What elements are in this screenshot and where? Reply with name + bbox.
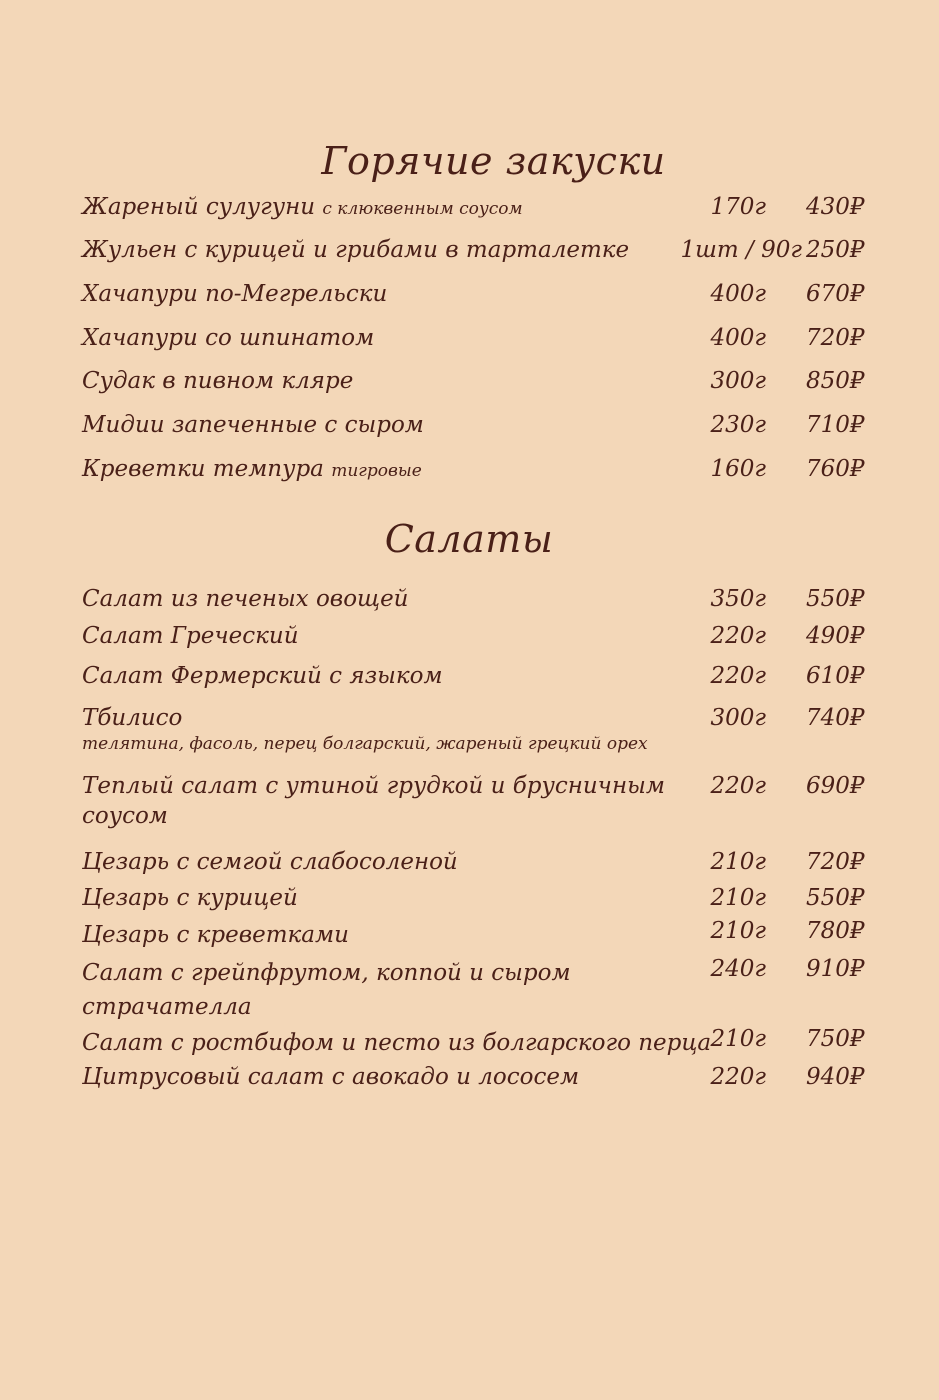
item-price: 910₽ bbox=[806, 956, 865, 982]
item-weight: 350г bbox=[710, 586, 766, 612]
section-title-hot-appetizers: Горячие закуски bbox=[321, 139, 666, 183]
item-price: 670₽ bbox=[806, 281, 865, 307]
item-name: Салат из печеных овощей bbox=[82, 586, 409, 612]
item-price: 430₽ bbox=[806, 194, 865, 220]
menu-item bbox=[82, 192, 882, 224]
section-title-salads: Салаты bbox=[384, 517, 554, 561]
item-price: 720₽ bbox=[806, 325, 865, 351]
item-name: Цитрусовый салат с авокадо и лососем bbox=[82, 1064, 580, 1090]
item-weight: 170г bbox=[710, 194, 766, 220]
item-weight: 210г bbox=[710, 1026, 766, 1052]
item-price: 550₽ bbox=[806, 586, 865, 612]
menu-item bbox=[82, 323, 882, 355]
item-price: 850₽ bbox=[806, 368, 865, 394]
item-price: 760₽ bbox=[806, 456, 865, 482]
item-name: Салат с грейпфрутом, коппой и сыром bbox=[82, 960, 571, 986]
item-name: Цезарь с семгой слабосоленой bbox=[82, 849, 458, 875]
item-name-continued: страчателла bbox=[82, 994, 252, 1020]
menu-item bbox=[82, 920, 882, 952]
item-name: Теплый салат с утиной грудкой и брусничным bbox=[82, 773, 665, 799]
item-price: 750₽ bbox=[806, 1026, 865, 1052]
item-name: Судак в пивном кляре bbox=[82, 368, 354, 394]
item-price: 940₽ bbox=[806, 1064, 865, 1090]
menu-item bbox=[82, 1062, 882, 1094]
item-name: Креветки темпура тигровые bbox=[82, 456, 422, 482]
item-price: 490₽ bbox=[806, 623, 865, 649]
item-weight: 220г bbox=[710, 663, 766, 689]
item-weight: 400г bbox=[710, 325, 766, 351]
item-price: 250₽ bbox=[806, 237, 865, 263]
item-name: Цезарь с курицей bbox=[82, 885, 298, 911]
menu-item bbox=[82, 958, 882, 1022]
item-name: Жареный сулугуни с клюквенным соусом bbox=[82, 194, 523, 220]
item-weight: 300г bbox=[710, 705, 766, 731]
item-note: тигровые bbox=[331, 461, 422, 481]
menu-item bbox=[82, 771, 882, 833]
item-weight: 160г bbox=[710, 456, 766, 482]
menu-item bbox=[82, 703, 882, 759]
item-weight: 300г bbox=[710, 368, 766, 394]
menu-item bbox=[82, 847, 882, 879]
item-price: 780₽ bbox=[806, 918, 865, 944]
item-weight: 400г bbox=[710, 281, 766, 307]
item-weight: 210г bbox=[710, 885, 766, 911]
item-price: 610₽ bbox=[806, 663, 865, 689]
item-weight: 210г bbox=[710, 849, 766, 875]
item-weight: 220г bbox=[710, 623, 766, 649]
item-name-continued: соусом bbox=[82, 803, 168, 829]
item-name: Хачапури со шпинатом bbox=[82, 325, 375, 351]
item-name: Хачапури по-Мегрельски bbox=[82, 281, 388, 307]
item-name: Салат с ростбифом и песто из болгарского перца bbox=[82, 1030, 712, 1056]
item-weight: 240г bbox=[710, 956, 766, 982]
item-name: Тбилисо bbox=[82, 705, 183, 731]
menu-item bbox=[82, 1028, 882, 1060]
item-weight: 220г bbox=[710, 1064, 766, 1090]
item-price: 690₽ bbox=[806, 773, 865, 799]
menu-item bbox=[82, 621, 882, 653]
menu-item bbox=[82, 883, 882, 915]
item-price: 740₽ bbox=[806, 705, 865, 731]
menu-item bbox=[82, 366, 882, 398]
menu-item bbox=[82, 235, 882, 267]
item-name: Салат Греческий bbox=[82, 623, 299, 649]
item-note: с клюквенным соусом bbox=[322, 199, 523, 219]
menu-item bbox=[82, 661, 882, 693]
item-name: Жульен с курицей и грибами в тарталетке bbox=[82, 237, 630, 263]
item-name: Цезарь с креветками bbox=[82, 922, 349, 948]
item-weight: 220г bbox=[710, 773, 766, 799]
item-price: 710₽ bbox=[806, 412, 865, 438]
item-name: Мидии запеченные с сыром bbox=[82, 412, 424, 438]
menu-item bbox=[82, 454, 882, 486]
menu-item bbox=[82, 279, 882, 311]
item-price: 550₽ bbox=[806, 885, 865, 911]
item-name: Салат Фермерский с языком bbox=[82, 663, 443, 689]
menu-item bbox=[82, 410, 882, 442]
item-description: телятина, фасоль, перец болгарский, жареный грецкий орех bbox=[82, 734, 648, 754]
item-weight: 210г bbox=[710, 918, 766, 944]
item-weight: 1шт / 90г bbox=[680, 237, 802, 263]
menu-item bbox=[82, 584, 882, 616]
item-price: 720₽ bbox=[806, 849, 865, 875]
item-weight: 230г bbox=[710, 412, 766, 438]
